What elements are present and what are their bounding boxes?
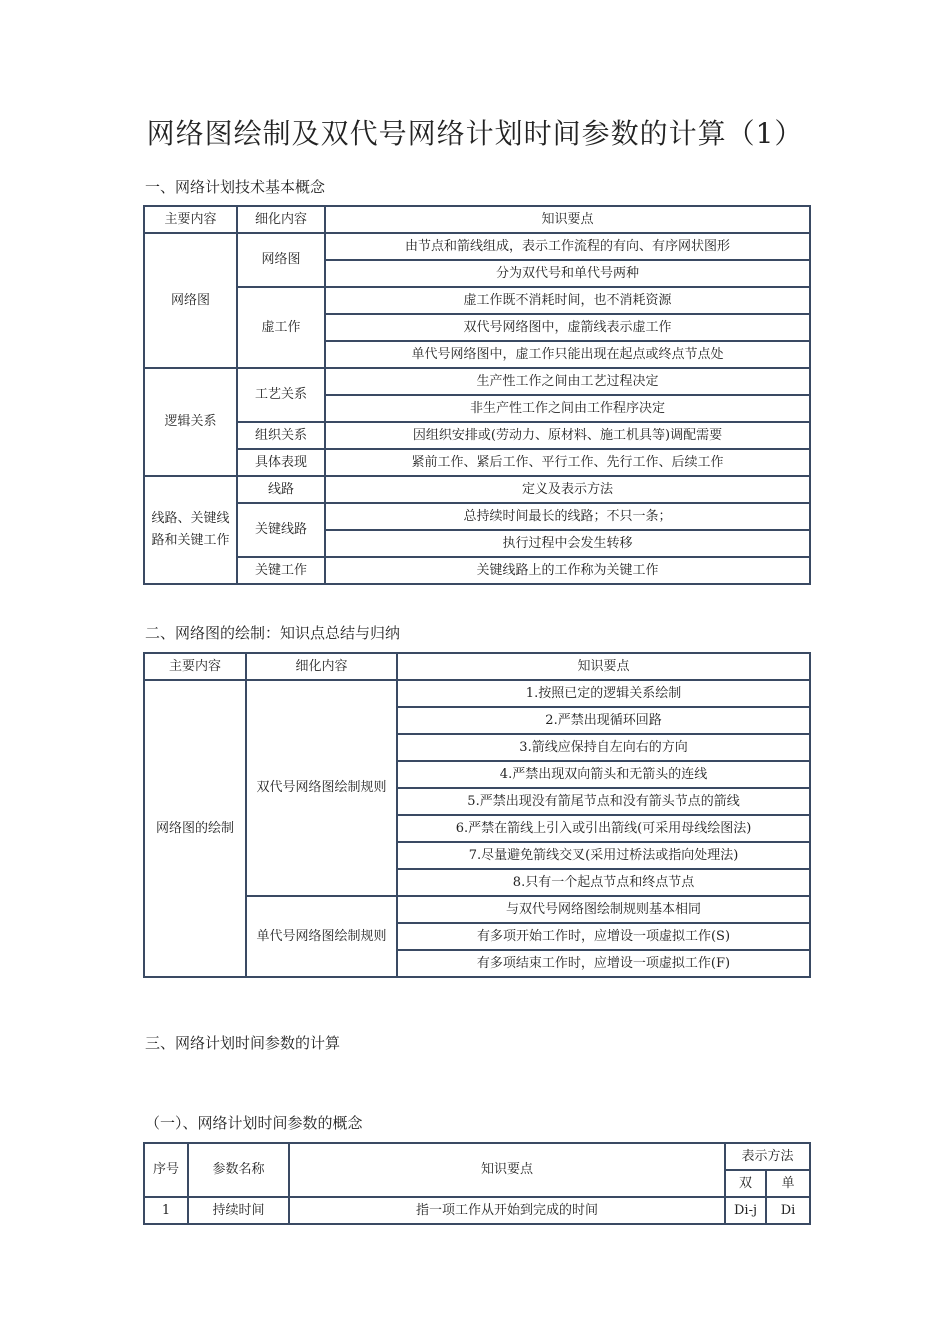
point-cell: 6.严禁在箭线上引入或引出箭线(可采用母线绘图法): [397, 815, 810, 842]
sub-cell: 组织关系: [237, 422, 325, 449]
point-cell: 5.严禁出现没有箭尾节点和没有箭头节点的箭线: [397, 788, 810, 815]
header-name: 参数名称: [188, 1143, 289, 1197]
sub-cell: 虚工作: [237, 287, 325, 368]
header-main: 主要内容: [144, 206, 237, 233]
sub-cell: 工艺关系: [237, 368, 325, 422]
section3-heading: 三、网络计划时间参数的计算: [145, 1034, 341, 1052]
header-single: 单: [766, 1170, 810, 1197]
header-main: 主要内容: [144, 653, 246, 680]
section2-heading: 二、网络图的绘制：知识点总结与归纳: [145, 624, 401, 642]
page-title: 网络图绘制及双代号网络计划时间参数的计算（1）: [146, 117, 804, 150]
point-cell: 生产性工作之间由工艺过程决定: [325, 368, 810, 395]
point-cell: 有多项结束工作时，应增设一项虚拟工作(F): [397, 950, 810, 977]
header-sub: 细化内容: [237, 206, 325, 233]
point-cell: 虚工作既不消耗时间，也不消耗资源: [325, 287, 810, 314]
header-no: 序号: [144, 1143, 188, 1197]
header-method: 表示方法: [725, 1143, 810, 1170]
row-point: 指一项工作从开始到完成的时间: [289, 1197, 725, 1224]
row-single: Di: [766, 1197, 810, 1224]
point-cell: 单代号网络图中，虚工作只能出现在起点或终点节点处: [325, 341, 810, 368]
point-cell: 双代号网络图中，虚箭线表示虚工作: [325, 314, 810, 341]
point-cell: 3.箭线应保持自左向右的方向: [397, 734, 810, 761]
sub-cell: 单代号网络图绘制规则: [246, 896, 397, 977]
header-double: 双: [725, 1170, 766, 1197]
main-cell: 逻辑关系: [144, 368, 237, 476]
point-cell: 非生产性工作之间由工作程序决定: [325, 395, 810, 422]
time-parameter-table: [143, 1142, 811, 1225]
sub-cell: 关键线路: [237, 503, 325, 557]
point-cell: 执行过程中会发生转移: [325, 530, 810, 557]
point-cell: 由节点和箭线组成，表示工作流程的有向、有序网状图形: [325, 233, 810, 260]
point-cell: 分为双代号和单代号两种: [325, 260, 810, 287]
point-cell: 7.尽量避免箭线交叉(采用过桥法或指向处理法): [397, 842, 810, 869]
main-cell: 网络图: [144, 233, 237, 368]
sub-cell: 关键工作: [237, 557, 325, 584]
sub-cell: 网络图: [237, 233, 325, 287]
header-sub: 细化内容: [246, 653, 397, 680]
row-name: 持续时间: [188, 1197, 289, 1224]
point-cell: 关键线路上的工作称为关键工作: [325, 557, 810, 584]
section1-heading: 一、网络计划技术基本概念: [145, 178, 326, 196]
point-cell: 2.严禁出现循环回路: [397, 707, 810, 734]
header-points: 知识要点: [397, 653, 810, 680]
header-points: 知识要点: [289, 1143, 725, 1197]
point-cell: 4.严禁出现双向箭头和无箭头的连线: [397, 761, 810, 788]
point-cell: 紧前工作、紧后工作、平行工作、先行工作、后续工作: [325, 449, 810, 476]
point-cell: 定义及表示方法: [325, 476, 810, 503]
point-cell: 因组织安排或(劳动力、原材料、施工机具等)调配需要: [325, 422, 810, 449]
point-cell: 有多项开始工作时，应增设一项虚拟工作(S): [397, 923, 810, 950]
drawing-rules-table: [143, 652, 811, 978]
section3-subheading: （一）、网络计划时间参数的概念: [145, 1114, 363, 1132]
sub-cell: 双代号网络图绘制规则: [246, 680, 397, 896]
point-cell: 与双代号网络图绘制规则基本相同: [397, 896, 810, 923]
point-cell: 总持续时间最长的线路；不只一条；: [325, 503, 810, 530]
header-points: 知识要点: [325, 206, 810, 233]
point-cell: 8.只有一个起点节点和终点节点: [397, 869, 810, 896]
main-cell: 线路、关键线路和关键工作: [144, 476, 237, 584]
sub-cell: 线路: [237, 476, 325, 503]
concept-table: [143, 205, 811, 585]
sub-cell: 具体表现: [237, 449, 325, 476]
row-no: 1: [144, 1197, 188, 1224]
row-double: Di-j: [725, 1197, 766, 1224]
main-cell: 网络图的绘制: [144, 680, 246, 977]
point-cell: 1.按照已定的逻辑关系绘制: [397, 680, 810, 707]
